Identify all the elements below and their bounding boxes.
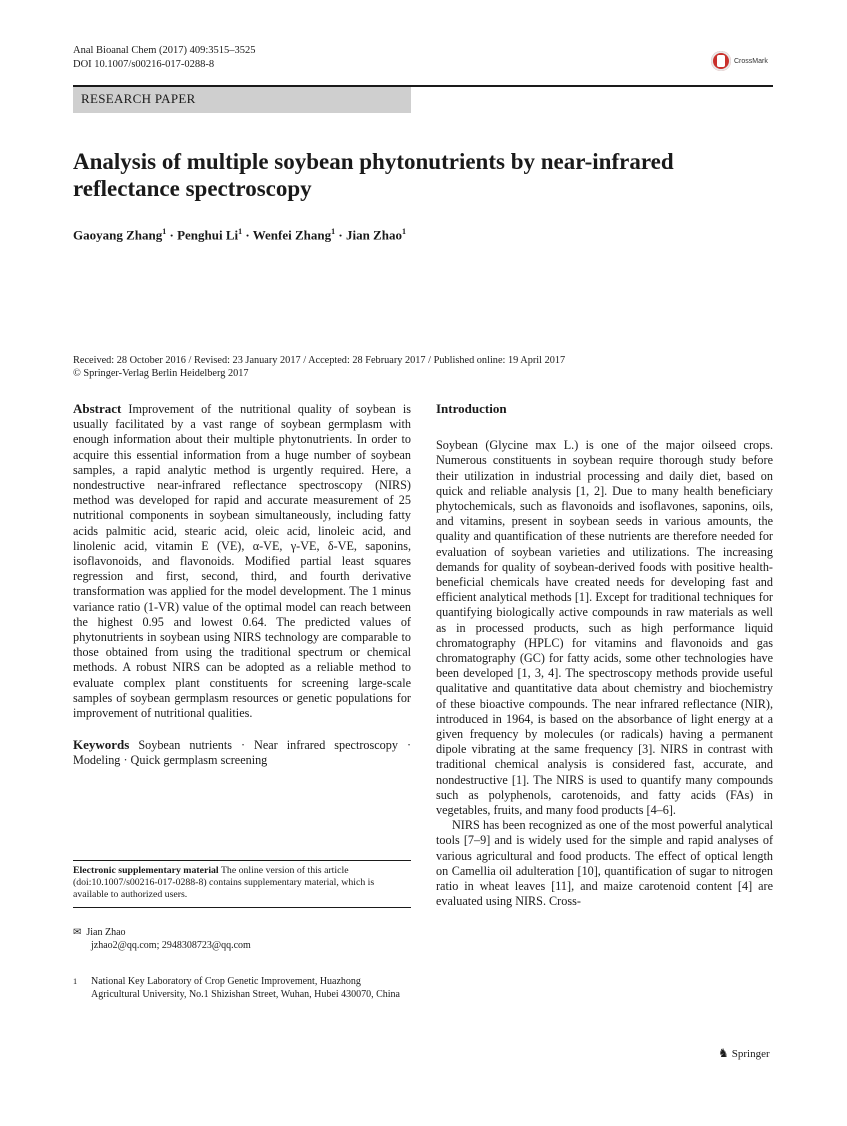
crossmark-icon (711, 51, 731, 71)
journal-header (73, 44, 256, 72)
journal-citation: Anal Bioanal Chem (2017) 409:3515–3525 (73, 45, 256, 56)
right-column (436, 401, 773, 910)
crossmark-badge[interactable] (711, 51, 768, 71)
history-dates: Received: 28 October 2016 / Revised: 23 January 2017 / Accepted: 28 February 2017 / Published online: 19 April 2017 (73, 355, 566, 366)
copyright-line: © Springer-Verlag Berlin Heidelberg 2017 (73, 368, 249, 379)
author-name[interactable]: Wenfei Zhang (252, 227, 332, 243)
envelope-icon: ✉ (73, 927, 82, 938)
paper-title: Analysis of multiple soybean phytonutrients by near-infrared reflectance spectroscopy (73, 149, 674, 201)
affiliation (73, 975, 411, 1001)
publication-dates (73, 354, 565, 380)
introduction-paragraph-2: NIRS has been recognized as one of the most powerful analytical tools [7–9] and is widely used for the simple and rapid analyses of various agricultural and food products. The effect of optical length on Camellia oil adulteration [10], quantification of sugar to nitrogen ratio in wheat leaves [11], and maize carotenoid content [4] are evaluated using NIRS. Cross- (436, 818, 773, 909)
author-name[interactable]: Gaoyang Zhang (73, 227, 163, 243)
author-affiliation-mark: 1 (238, 227, 243, 236)
contact-name: Jian Zhao (86, 927, 126, 938)
author-list: Gaoyang Zhang$^1$ · Penghui $Li^1$ · Wenfei Zhang$^1$ · Jian Zhao$^1$ (73, 227, 406, 243)
esm-text: The online version of this article (doi:10.1007/s00216-017-0288-8) contains supplementary material, which is available to authorized users. (73, 865, 375, 900)
publisher-name: Springer (731, 1047, 770, 1060)
left-column (73, 401, 411, 769)
author-affiliation-mark: 1 (331, 227, 336, 236)
contact-emails[interactable]: jzhao2@qq.com; 2948308723@qq.com (91, 940, 251, 951)
publisher-logo (718, 1046, 770, 1061)
journal-doi: DOI 10.1007/s00216-017-0288-8 (73, 59, 215, 70)
springer-horse-icon: ♞ (718, 1046, 729, 1060)
section-label-band (73, 87, 411, 113)
crossmark-label: CrossMark (734, 57, 768, 65)
affiliation-number: 1 (73, 977, 78, 986)
abstract-text: Improvement of the nutritional quality of soybean is usually facilitated by a vast range of soybean germplasm with enough information about their multiple phytonutrients. In order to acquire this essential information from a huge number of soybean samples, a rapid analytic method is urgently required. Here, a nondestructive near-infrared reflectance spectroscopy (NIRS) method was developed for rapid and accurate measurement of 25 nutritional components in soybean simultaneously, including fatty acids palmitic acid, stearic acid, oleic acid, linoleic acid, and linolenic acid, vitamin E (VE), α-VE, γ-VE, δ-VE, saponins, isoflavonoids, and flavonoids. Modified partial least squares regression and first, second, third, and fourth derivative transformation was applied for the model development. The 1 minus variance ratio (1-VR) value of the optimal model can reach between the highest 0.95 and lowest 0.64. The predicted values of phytonutrients in soybean using NIRS technology are comparable to those obtained from using the traditional spectrum or chemical methods. A robust NIRS can be adopted as a reliable method to evaluate complex plant constituents for screening large-scale samples of soybean germplasm resources or genetic populations for improvement of nutritional qualities. (73, 402, 411, 721)
author-affiliation-mark: 1 (401, 227, 406, 236)
esm-label: Electronic supplementary material (73, 865, 219, 876)
keywords-label: Keywords (73, 737, 130, 753)
author-affiliation-mark: 1 (162, 227, 167, 236)
introduction-heading: Introduction (436, 401, 507, 416)
supplementary-note (73, 860, 411, 908)
keywords-text: Soybean nutrients · Near infrared spectroscopy · Modeling · Quick germplasm screening (73, 738, 411, 768)
abstract (73, 401, 411, 721)
author-name[interactable]: Jian Zhao (345, 227, 402, 243)
section-label: RESEARCH PAPER (81, 91, 196, 106)
affiliation-text: National Key Laboratory of Crop Genetic Improvement, Huazhong Agricultural University, No.1 Shizishan Street, Wuhan, Hubei 430070, China (91, 976, 400, 1000)
introduction-paragraph-1: Soybean (Glycine max L.) is one of the major oilseed crops. Numerous constituents in soybean require thorough study before their utilization in industrial processing and daily diet, based on quick and reliable analysis [1, 2]. Due to many health beneficiary phytochemicals, such as flavonoids and isoflavones, saponins, oils, and vitamins, present in soybean seeds in various amounts, the quality and quantification of these nutrients are therefore needed for evaluation of soybean varieties and utilizations. The increasing demands for quality of soybean-derived foods with positive health-beneficial chemicals have created needs for developing fast and efficient analytical methods [1]. Except for traditional techniques for quantifying biologically active compounds in raw materials as well as in processed products, such as high performance liquid chromatography (HPLC) for vitamins and flavonoids and gas chromatography (GC) for fatty acids, some other technologies have been developed [1, 3, 4]. The spectroscopy methods provide useful qualitative and quantitative data about chemistry and biochemistry of these bioactive compounds. The near infrared reflectance (NIR), introduced in 1964, is based on the absorbance of light energy at a given frequency by molecules (or radicals) having a permanent dipole vibrating at the same frequency [3]. NIRS in contrast with traditional chemical analysis is considered fast, accurate, and nondestructive [1]. The NIRS is used to quantify many compounds such as polyphenols, carotenoids, and fatty acids (FAs) in vegetables, fruits, and many food products [4–6]. (436, 438, 773, 818)
corresponding-author (73, 926, 411, 952)
author-name[interactable]: Penghui Li (177, 227, 239, 243)
keywords (73, 737, 411, 768)
abstract-label: Abstract (73, 401, 122, 416)
